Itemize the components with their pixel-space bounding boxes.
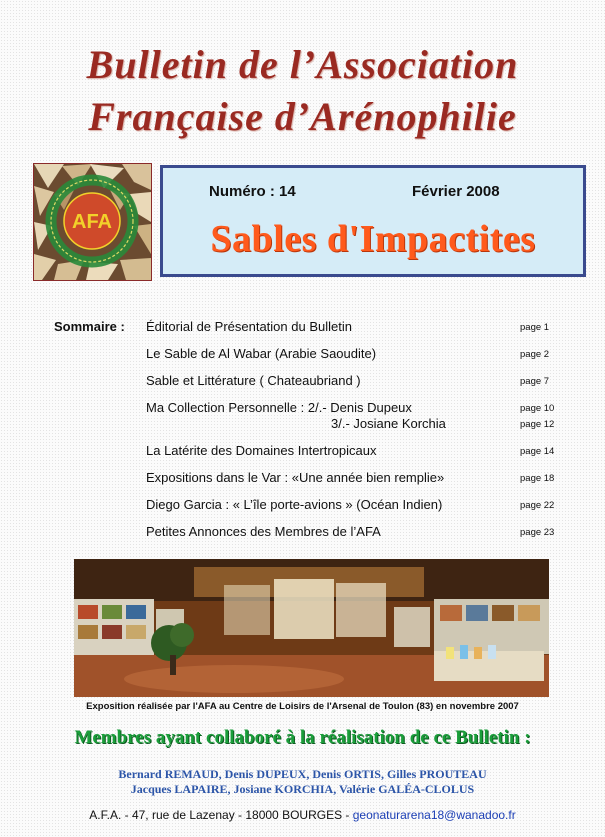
members-names-line-1: Bernard REMAUD, Denis DUPEUX, Denis ORTIS, Gilles PROUTEAU — [118, 767, 487, 781]
toc-page: page 10 — [520, 403, 555, 414]
members-title: Membres ayant collaboré à la réalisation de ce Bulletin : — [74, 727, 531, 748]
toc-entry: 3/.- Josiane Korchia — [331, 416, 446, 431]
toc-entry: Diego Garcia : « L’île porte-avions » (Océan Indien) — [146, 497, 443, 512]
toc-page: page 18 — [520, 473, 555, 484]
toc-page: page 22 — [520, 500, 555, 511]
toc-entry: Expositions dans le Var : «Une année bien remplie» — [146, 470, 445, 485]
members-names-line-2: Jacques LAPAIRE, Josiane KORCHIA, Valérie GALÉA-CLOLUS — [130, 782, 475, 796]
issue-date: Février 2008 — [412, 183, 500, 200]
contents-label: Sommaire : — [54, 319, 125, 334]
footer-address: A.F.A. - 47, rue de Lazenay - 18000 BOURGES - — [89, 808, 353, 822]
sand-grains-image — [34, 164, 151, 280]
toc-page: page 7 — [520, 376, 550, 387]
exhibition-hall-image — [74, 559, 549, 697]
toc-page: page 1 — [520, 322, 550, 333]
toc-page: page 2 — [520, 349, 550, 360]
photo-caption: Exposition réalisée par l'AFA au Centre de Loisirs de l'Arsenal de Toulon (83) en novembre 2007 — [86, 701, 519, 712]
bulletin-title-line-2: Française d’Arénophilie — [88, 94, 517, 139]
issue-box — [160, 165, 586, 277]
toc-page: page 23 — [520, 527, 555, 538]
footer-address-line — [0, 808, 605, 822]
toc-entry: Ma Collection Personnelle : 2/.- Denis Dupeux — [146, 400, 412, 415]
afa-logo — [33, 163, 152, 281]
toc-page: page 12 — [520, 419, 555, 430]
issue-number: Numéro : 14 — [209, 183, 296, 200]
toc-entry: Petites Annonces des Membres de l’AFA — [146, 524, 381, 539]
toc-page: page 14 — [520, 446, 555, 457]
issue-title: Sables d'Impactites — [210, 218, 536, 260]
toc-entry: Le Sable de Al Wabar (Arabie Saoudite) — [146, 346, 377, 361]
bulletin-title-line-1: Bulletin de l’Association — [86, 42, 519, 87]
logo-afa-text: AFA — [72, 211, 112, 233]
toc-entry: Sable et Littérature ( Chateaubriand ) — [146, 373, 361, 388]
footer-email-link[interactable]: geonaturarena18@wanadoo.fr — [352, 808, 516, 822]
toc-entry: La Latérite des Domaines Intertropicaux — [146, 443, 377, 458]
toc-entry: Éditorial de Présentation du Bulletin — [146, 319, 352, 334]
exhibition-photo — [74, 559, 549, 697]
